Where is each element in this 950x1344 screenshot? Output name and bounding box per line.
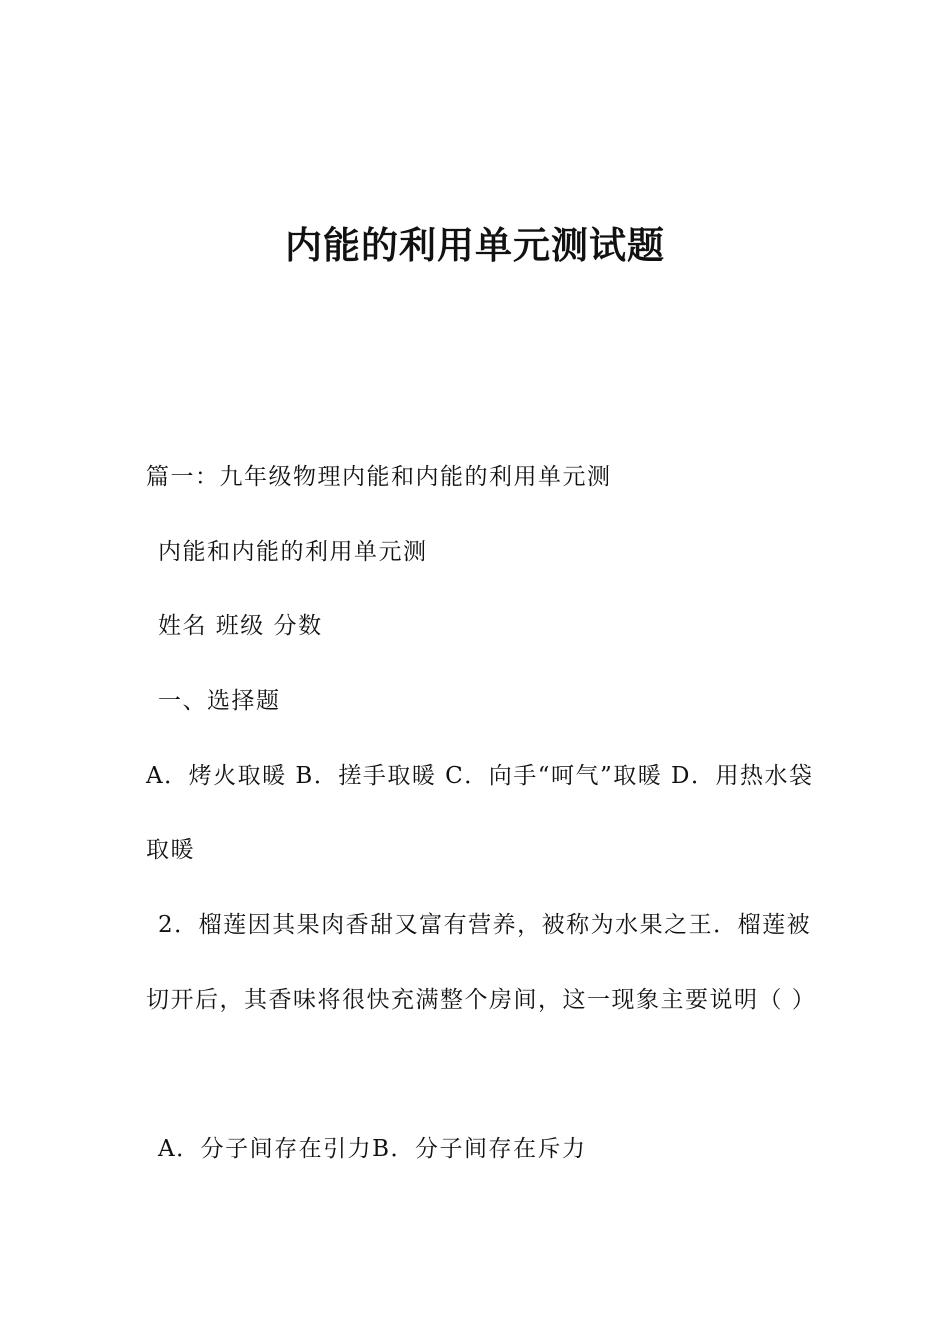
section-heading: 篇一：九年级物理内能和内能的利用单元测 [146,464,612,490]
question-1-options-continued: 取暖 [146,837,195,863]
document-title: 内能的利用单元测试题 [285,224,665,267]
question-2-text-continued: 切开后，其香味将很快充满整个房间，这一现象主要说明（ ） [146,987,817,1013]
question-2-text: 2．榴莲因其果肉香甜又富有营养，被称为水果之王．榴莲被 [158,912,812,938]
question-2-options: A．分子间存在引力B．分子间存在斥力 [158,1136,587,1162]
name-class-score-line: 姓名 班级 分数 [158,613,323,639]
question-1-options: A．烤火取暖 B．搓手取暖 C．向手“呵气”取暖 D．用热水袋 [146,763,814,789]
question-section-heading: 一、选择题 [158,688,281,714]
test-subtitle: 内能和内能的利用单元测 [158,539,428,565]
